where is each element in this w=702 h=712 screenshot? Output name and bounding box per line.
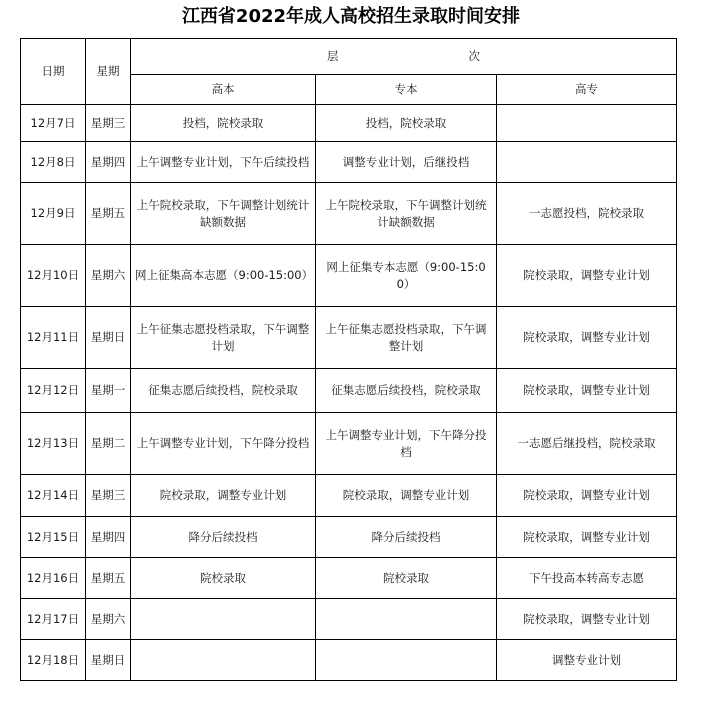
column-header-date: 日期 (21, 39, 86, 105)
table-row (21, 105, 677, 142)
cell-weekday: 星期三 (86, 105, 131, 142)
cell-date: 12月7日 (21, 105, 86, 142)
cell-gaoben: 上午调整专业计划，下午后续投档 (131, 142, 316, 183)
table-row (21, 640, 677, 681)
table-row (21, 558, 677, 599)
cell-zhuanben: 上午调整专业计划，下午降分投档 (316, 413, 497, 475)
cell-gaozhuan (497, 105, 677, 142)
cell-zhuanben (316, 599, 497, 640)
column-header-gaoben: 高本 (131, 75, 316, 105)
table-row (21, 307, 677, 369)
cell-gaoben (131, 640, 316, 681)
cell-zhuanben: 上午征集志愿投档录取，下午调整计划 (316, 307, 497, 369)
cell-date: 12月18日 (21, 640, 86, 681)
page-title: 江西省2022年成人高校招生录取时间安排 (181, 6, 521, 27)
cell-date: 12月8日 (21, 142, 86, 183)
cell-weekday: 星期四 (86, 517, 131, 558)
table-row (21, 142, 677, 183)
cell-gaoben: 上午院校录取，下午调整计划统计缺额数据 (131, 183, 316, 245)
cell-weekday: 星期日 (86, 640, 131, 681)
cell-zhuanben: 投档，院校录取 (316, 105, 497, 142)
cell-gaozhuan: 一志愿后继投档，院校录取 (497, 413, 677, 475)
schedule-table-container (20, 38, 676, 681)
cell-gaozhuan: 院校录取，调整专业计划 (497, 475, 677, 517)
cell-gaoben: 上午调整专业计划，下午降分投档 (131, 413, 316, 475)
cell-zhuanben: 征集志愿后续投档，院校录取 (316, 369, 497, 413)
cell-zhuanben: 院校录取，调整专业计划 (316, 475, 497, 517)
cell-zhuanben: 网上征集专本志愿（9:00-15:00） (316, 245, 497, 307)
column-header-group-cengci (131, 39, 677, 75)
cell-gaozhuan: 院校录取，调整专业计划 (497, 307, 677, 369)
cell-gaoben: 院校录取，调整专业计划 (131, 475, 316, 517)
group-header-part2: 次 (468, 49, 480, 63)
table-row (21, 183, 677, 245)
cell-gaoben (131, 599, 316, 640)
column-header-zhuanben: 专本 (316, 75, 497, 105)
cell-weekday: 星期日 (86, 307, 131, 369)
cell-zhuanben: 调整专业计划，后继投档 (316, 142, 497, 183)
cell-gaozhuan (497, 142, 677, 183)
schedule-table (20, 38, 677, 681)
cell-date: 12月14日 (21, 475, 86, 517)
cell-weekday: 星期一 (86, 369, 131, 413)
cell-gaozhuan: 调整专业计划 (497, 640, 677, 681)
table-header (21, 39, 677, 105)
group-header-part1: 层 (327, 49, 339, 63)
cell-date: 12月16日 (21, 558, 86, 599)
cell-gaoben: 上午征集志愿投档录取，下午调整计划 (131, 307, 316, 369)
cell-zhuanben: 降分后续投档 (316, 517, 497, 558)
table-row (21, 413, 677, 475)
table-row (21, 517, 677, 558)
cell-date: 12月9日 (21, 183, 86, 245)
cell-date: 12月11日 (21, 307, 86, 369)
cell-gaozhuan: 院校录取，调整专业计划 (497, 245, 677, 307)
cell-gaoben: 投档，院校录取 (131, 105, 316, 142)
cell-weekday: 星期五 (86, 183, 131, 245)
cell-gaozhuan: 院校录取，调整专业计划 (497, 599, 677, 640)
cell-gaoben: 网上征集高本志愿（9:00-15:00） (131, 245, 316, 307)
cell-weekday: 星期三 (86, 475, 131, 517)
table-row (21, 475, 677, 517)
cell-gaoben: 征集志愿后续投档，院校录取 (131, 369, 316, 413)
cell-zhuanben (316, 640, 497, 681)
cell-weekday: 星期二 (86, 413, 131, 475)
cell-weekday: 星期六 (86, 245, 131, 307)
table-row (21, 599, 677, 640)
table-body (21, 105, 677, 681)
cell-date: 12月17日 (21, 599, 86, 640)
cell-weekday: 星期六 (86, 599, 131, 640)
column-header-gaozhuan: 高专 (497, 75, 677, 105)
cell-date: 12月12日 (21, 369, 86, 413)
table-row (21, 369, 677, 413)
cell-date: 12月15日 (21, 517, 86, 558)
table-row (21, 245, 677, 307)
cell-zhuanben: 院校录取 (316, 558, 497, 599)
cell-date: 12月10日 (21, 245, 86, 307)
column-header-weekday-label: 星期 (96, 64, 120, 78)
table-header-row-group (21, 39, 677, 75)
cell-gaoben: 降分后续投档 (131, 517, 316, 558)
cell-gaozhuan: 院校录取，调整专业计划 (497, 369, 677, 413)
column-header-weekday (86, 39, 131, 105)
cell-gaoben: 院校录取 (131, 558, 316, 599)
cell-gaozhuan: 下午投高本转高专志愿 (497, 558, 677, 599)
cell-weekday: 星期四 (86, 142, 131, 183)
cell-zhuanben: 上午院校录取，下午调整计划统计缺额数据 (316, 183, 497, 245)
cell-gaozhuan: 一志愿投档，院校录取 (497, 183, 677, 245)
cell-gaozhuan: 院校录取，调整专业计划 (497, 517, 677, 558)
cell-weekday: 星期五 (86, 558, 131, 599)
cell-date: 12月13日 (21, 413, 86, 475)
